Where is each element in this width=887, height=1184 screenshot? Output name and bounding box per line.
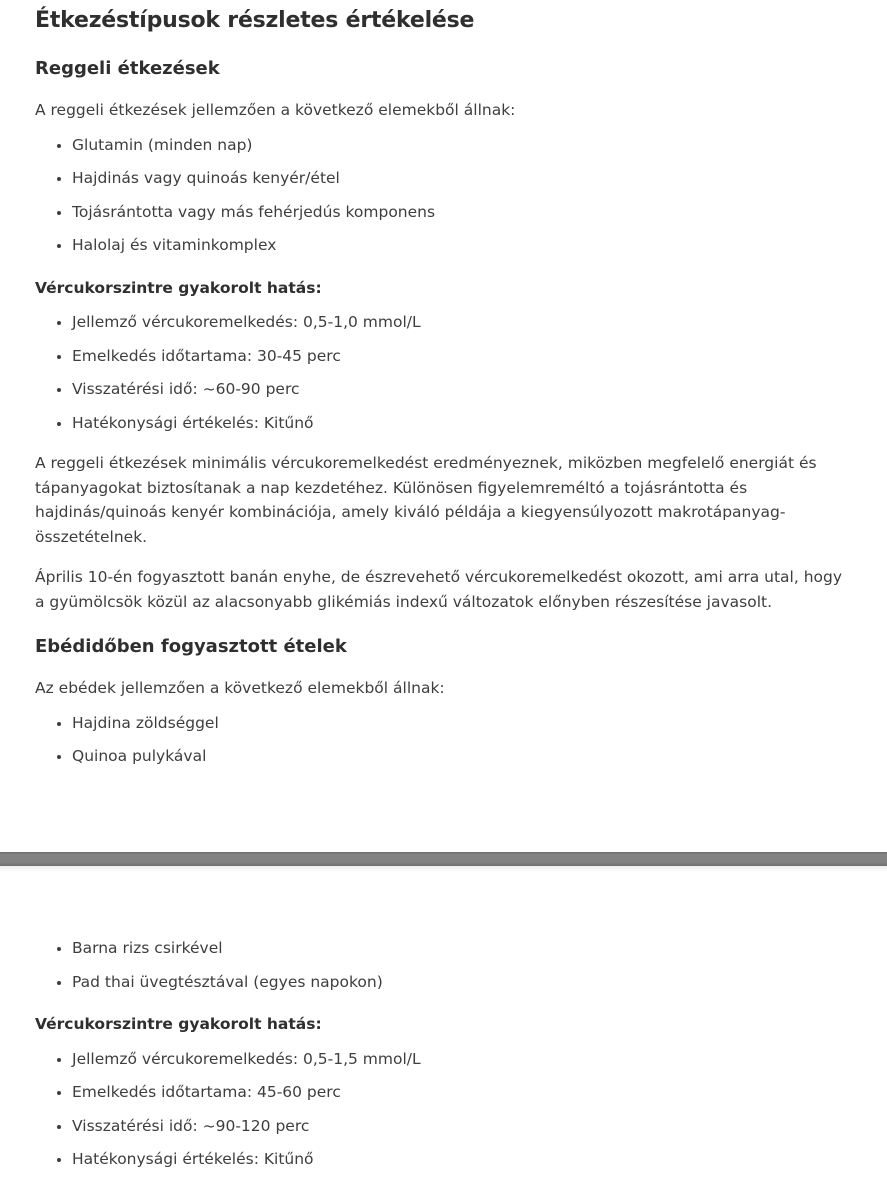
list-item: • Glutamin (minden nap) xyxy=(72,133,852,158)
list-item: • Jellemző vércukoremelkedés: 0,5-1,0 mmol/L xyxy=(72,310,852,335)
lunch-effect-heading: Vércukorszintre gyakorolt hatás: xyxy=(35,1015,322,1033)
lunch-effects-list xyxy=(35,1047,852,1172)
list-item: • Hajdinás vagy quinoás kenyér/étel xyxy=(72,166,852,191)
list-item: • Visszatérési idő: ~60-90 perc xyxy=(72,377,852,402)
section-heading-lunch: Ebédidőben fogyasztott ételek xyxy=(35,636,347,657)
section-breakfast xyxy=(35,56,852,614)
page-break-divider xyxy=(0,852,887,866)
list-item: • Pad thai üvegtésztával (egyes napokon) xyxy=(72,970,852,995)
section-lunch xyxy=(35,634,852,769)
list-item: • Quinoa pulykával xyxy=(72,744,852,769)
lunch-components-list-part2 xyxy=(35,936,852,994)
list-item: • Hatékonysági értékelés: Kitűnő xyxy=(72,1147,852,1172)
section-lunch-continued xyxy=(35,936,852,1172)
breakfast-note-paragraph: Április 10-én fogyasztott banán enyhe, de észrevehető vércukoremelkedést okozott, ami arra utal, hogy a gyümölcsök közül az alacsonyabb glikémiás indexű változatok előnyben részesítése javasolt. xyxy=(35,568,843,611)
breakfast-components-list xyxy=(35,133,852,258)
breakfast-effect-heading: Vércukorszintre gyakorolt hatás: xyxy=(35,278,322,297)
list-item: • Visszatérési idő: ~90-120 perc xyxy=(72,1114,852,1139)
document-page-2 xyxy=(0,872,887,1172)
section-heading-breakfast: Reggeli étkezések xyxy=(35,58,220,79)
list-item: • Jellemző vércukoremelkedés: 0,5-1,5 mmol/L xyxy=(72,1047,852,1072)
list-item: • Emelkedés időtartama: 45-60 perc xyxy=(72,1080,852,1105)
lunch-intro-paragraph: Az ebédek jellemzően a következő elemekből állnak: xyxy=(35,679,445,697)
list-item: • Hatékonysági értékelés: Kitűnő xyxy=(72,411,852,436)
list-item: • Barna rizs csirkével xyxy=(72,936,852,961)
breakfast-intro-paragraph: A reggeli étkezések jellemzően a következő elemekből állnak: xyxy=(35,101,516,119)
lunch-components-list-part1 xyxy=(35,711,852,769)
list-item: • Hajdina zöldséggel xyxy=(72,711,852,736)
breakfast-effects-list xyxy=(35,310,852,435)
breakfast-summary-paragraph: A reggeli étkezések minimális vércukoremelkedést eredményeznek, miközben megfelelő energiát és tápanyagokat biztosítanak a nap kezdetéhez. Különösen figyelemreméltó a tojásrántotta és hajdinás/quinoás kenyér kombinációja, amely kiváló példája a kiegyensúlyozott makrotápanyag-összetételnek. xyxy=(35,454,817,546)
page-title: Étkezéstípusok részletes értékelése xyxy=(35,8,475,33)
list-item: • Tojásrántotta vagy más fehérjedús komponens xyxy=(72,200,852,225)
list-item: • Halolaj és vitaminkomplex xyxy=(72,233,852,258)
list-item: • Emelkedés időtartama: 30-45 perc xyxy=(72,344,852,369)
